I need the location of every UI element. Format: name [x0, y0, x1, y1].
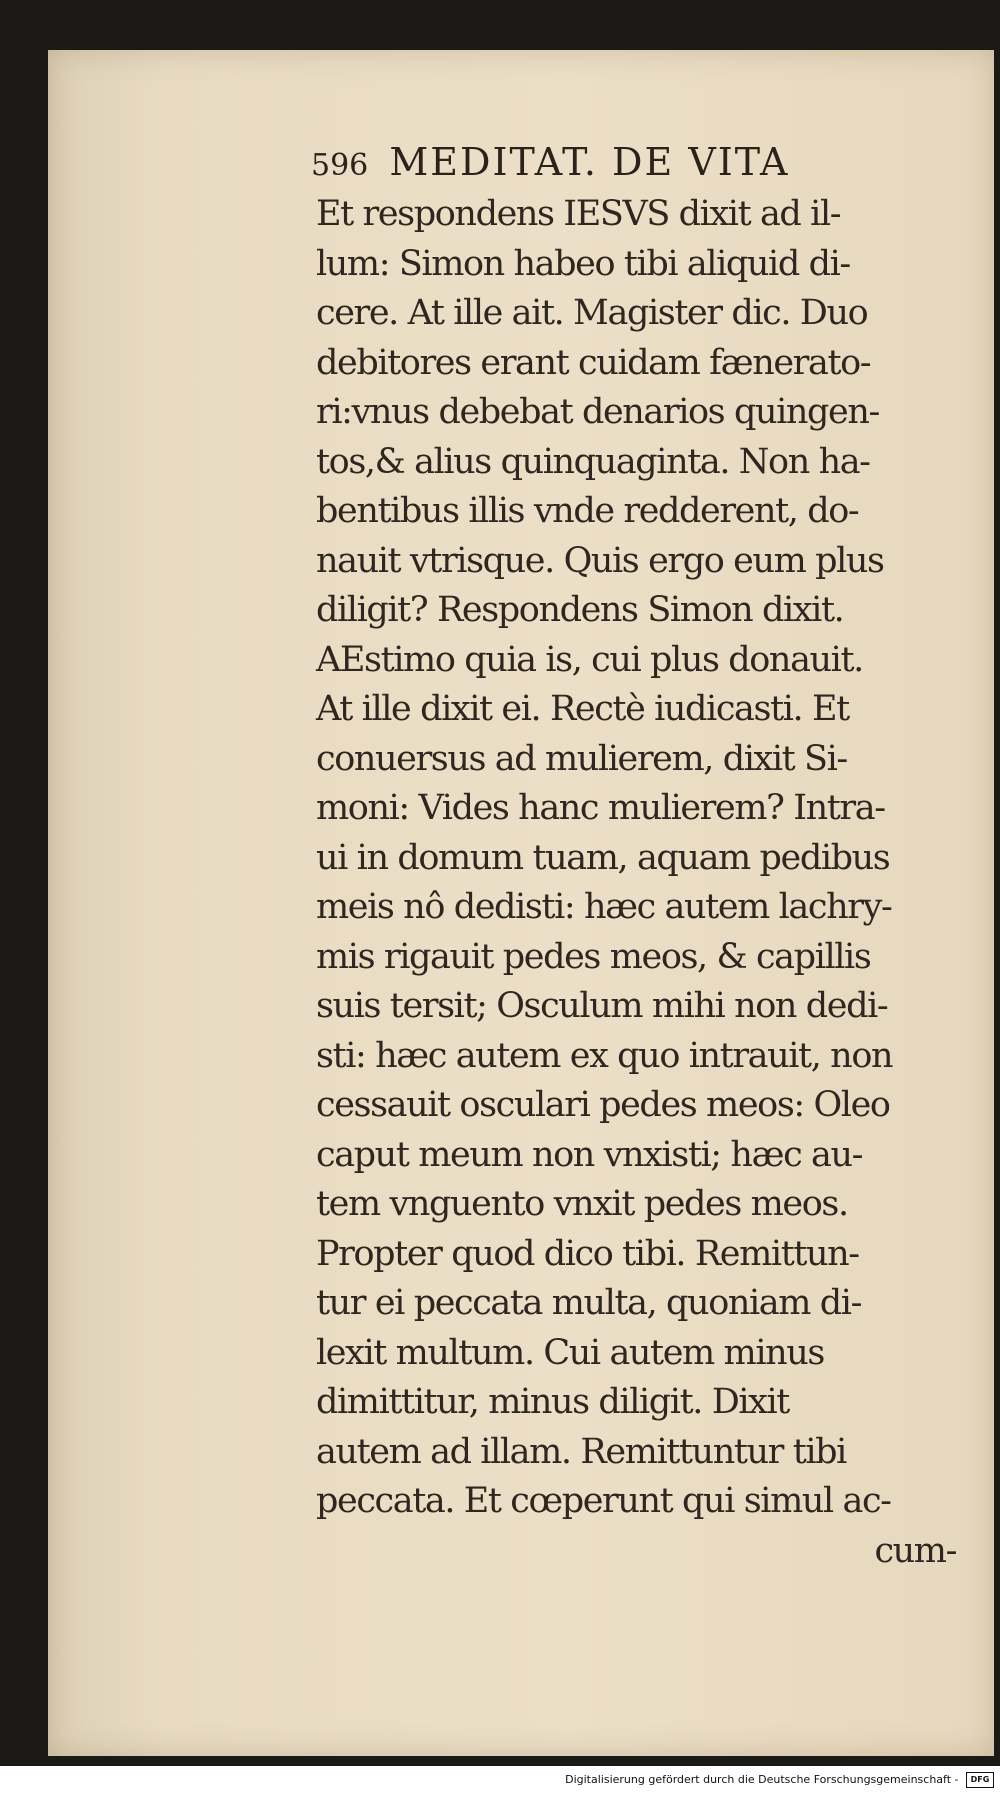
page-header: [311, 140, 931, 190]
text-line: tos,& alius quinquaginta. Non ha-: [316, 441, 870, 482]
dfg-logo: DFG: [966, 1772, 994, 1788]
text-line: Et respondens IESVS dixit ad il-: [316, 194, 841, 234]
text-line: nauit vtrisque. Quis ergo eum plus: [316, 540, 884, 581]
credit-text: Digitalisierung gefördert durch die Deutsche Forschungsgemeinschaft -: [565, 1773, 959, 1786]
text-line: mis rigauit pedes meos, & capillis: [316, 936, 871, 977]
text-line: bentibus illis vnde redderent, do-: [316, 491, 859, 531]
text-line: peccata. Et cœperunt qui simul ac-: [316, 1481, 891, 1521]
digitization-credit: [565, 1771, 994, 1789]
text-line: conuersus ad mulierem, dixit Si-: [316, 738, 847, 779]
text-line: debitores erant cuidam fænerato-: [316, 342, 871, 383]
text-line: diligit? Respondens Simon dixit.: [316, 590, 844, 630]
text-line: ri:vnus debebat denarios quingen-: [316, 392, 879, 432]
catchword: cum-: [874, 1530, 956, 1571]
text-line: tem vnguento vnxit pedes meos.: [316, 1184, 848, 1224]
text-line: dimittitur, minus diligit. Dixit: [316, 1382, 789, 1422]
text-line: cere. At ille ait. Magister dic. Duo: [316, 293, 868, 333]
page-number: 596: [311, 148, 369, 183]
text-line: autem ad illam. Remittuntur tibi: [316, 1431, 846, 1472]
text-line: suis tersit; Osculum mihi non dedi-: [316, 986, 888, 1026]
text-line: cessauit osculari pedes meos: Oleo: [316, 1085, 890, 1125]
text-line: lum: Simon habeo tibi aliquid di-: [316, 243, 850, 284]
text-line: moni: Vides hanc mulierem? Intra-: [316, 788, 885, 828]
text-line: sti: hæc autem ex quo intrauit, non: [316, 1035, 893, 1076]
text-line: ui in domum tuam, aquam pedibus: [316, 837, 890, 878]
body-text: [316, 190, 956, 1576]
text-line: lexit multum. Cui autem minus: [316, 1332, 824, 1373]
text-line: tur ei peccata multa, quoniam di-: [316, 1283, 862, 1323]
text-line: AEstimo quia is, cui plus donauit.: [316, 639, 863, 680]
text-line: caput meum non vnxisti; hæc au-: [316, 1134, 863, 1175]
text-line: meis nô dedisti: hæc autem lachry-: [316, 887, 892, 927]
text-line: At ille dixit ei. Rectè iudicasti. Et: [316, 689, 849, 729]
text-line: Propter quod dico tibi. Remittun-: [316, 1233, 859, 1274]
running-head: MEDITAT. DE VITA: [389, 140, 790, 184]
